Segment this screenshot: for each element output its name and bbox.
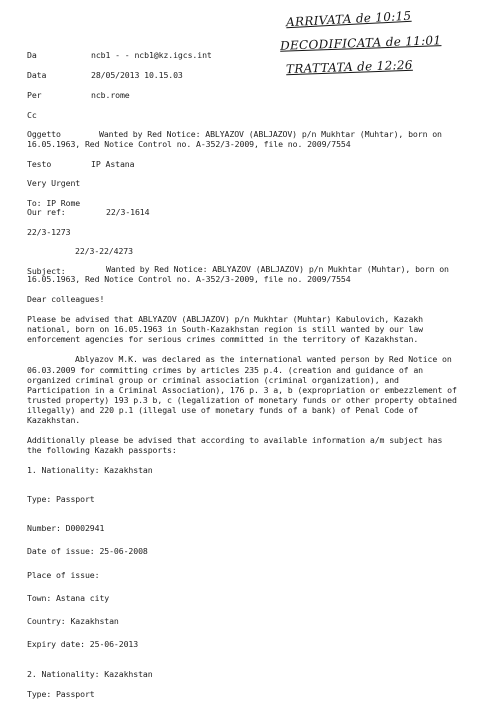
para2-line7: Kazakhstan. [27, 415, 81, 425]
header-data-label: Data [27, 70, 47, 80]
handwritten-processing-note: TRATTATA de 12:26 [285, 57, 413, 77]
passport1-country: Country: Kazakhstan [27, 616, 119, 626]
reference-3: 22/3-22/4273 [75, 246, 133, 256]
passport1-nationality: 1. Nationality: Kazakhstan [27, 465, 153, 475]
para2-line6: illegally) and 220 p.1 (illegal use of monetary funds of a bank) of Penal Code of [27, 405, 419, 415]
reference-2: 22/3-1273 [27, 227, 71, 237]
passport1-number: Number: D0002941 [27, 523, 105, 533]
header-per-label: Per [27, 90, 42, 100]
header-da-value: ncb1 - - ncb1@kz.igcs.int [91, 50, 212, 60]
para3-line1: Additionally please be advised that according to available information a/m subject has [27, 435, 443, 445]
para1-line1: Please be advised that ABLYAZOV (ABLJAZOV) p/n Mukhtar (Muhtar) Kabulovich, Kazakh [27, 314, 424, 324]
para3-line2: the following Kazakh passports: [27, 445, 177, 455]
header-oggetto-line2: 16.05.1963, Red Notice Control no. A-352/3-2009, file no. 2009/7554 [27, 139, 351, 149]
handwritten-arrival-note: ARRIVATA de 10:15 [285, 8, 412, 30]
subject-label: Subject: [27, 266, 66, 276]
to-line: To: IP Rome [27, 198, 81, 208]
header-oggetto-label: Oggetto [27, 129, 61, 139]
passport2-nationality: 2. Nationality: Kazakhstan [27, 669, 153, 679]
header-testo-label: Testo [27, 159, 52, 169]
para1-line3: enforcement agencies for serious crimes committed in the territory of Kazakhstan. [27, 334, 419, 344]
header-data-value: 28/05/2013 10.15.03 [91, 70, 183, 80]
header-da-label: Da [27, 50, 37, 60]
passport1-type: Type: Passport [27, 494, 95, 504]
para2-line4: Participation in a Criminal Association), 176 p. 3 a, b (expropriation or embezzlement of [27, 385, 457, 395]
para2-line3: organized criminal group or criminal association (criminal organization), and [27, 375, 399, 385]
passport1-expiry: Expiry date: 25-06-2013 [27, 639, 139, 649]
para1-line2: national, born on 16.05.1963 in South-Kazakhstan region is still wanted by our law [27, 324, 424, 334]
urgency-text: Very Urgent [27, 178, 81, 188]
our-ref-value: 22/3-1614 [106, 207, 150, 217]
passport1-issue-date: Date of issue: 25-06-2008 [27, 546, 148, 556]
passport1-town: Town: Astana city [27, 593, 110, 603]
para2-line5: trusted property) 193 p.3 b, c (legalization of monetary funds or other property obtained [27, 395, 457, 405]
handwritten-decoding-note: DECODIFICATA de 11:01 [279, 33, 442, 53]
header-per-value: ncb.rome [91, 90, 130, 100]
header-testo-value: IP Astana [91, 159, 135, 169]
our-ref-label: Our ref: [27, 207, 66, 217]
para2-line1: Ablyazov M.K. was declared as the international wanted person by Red Notice on [75, 354, 452, 364]
greeting: Dear colleagues! [27, 294, 105, 304]
subject-line2: 16.05.1963, Red Notice Control no. A-352/3-2009, file no. 2009/7554 [27, 274, 351, 284]
subject-line1: Wanted by Red Notice: ABLYAZOV (ABLJAZOV) p/n Mukhtar (Muhtar), born on [106, 264, 449, 274]
passport2-type: Type: Passport [27, 689, 95, 699]
passport1-place: Place of issue: [27, 570, 100, 580]
header-cc-label: Cc [27, 110, 37, 120]
header-oggetto-line1: Wanted by Red Notice: ABLYAZOV (ABLJAZOV) p/n Mukhtar (Muhtar), born on [99, 129, 442, 139]
para2-line2: 06.03.2009 for committing crimes by articles 235 p.4. (creation and guidance of an [27, 365, 424, 375]
